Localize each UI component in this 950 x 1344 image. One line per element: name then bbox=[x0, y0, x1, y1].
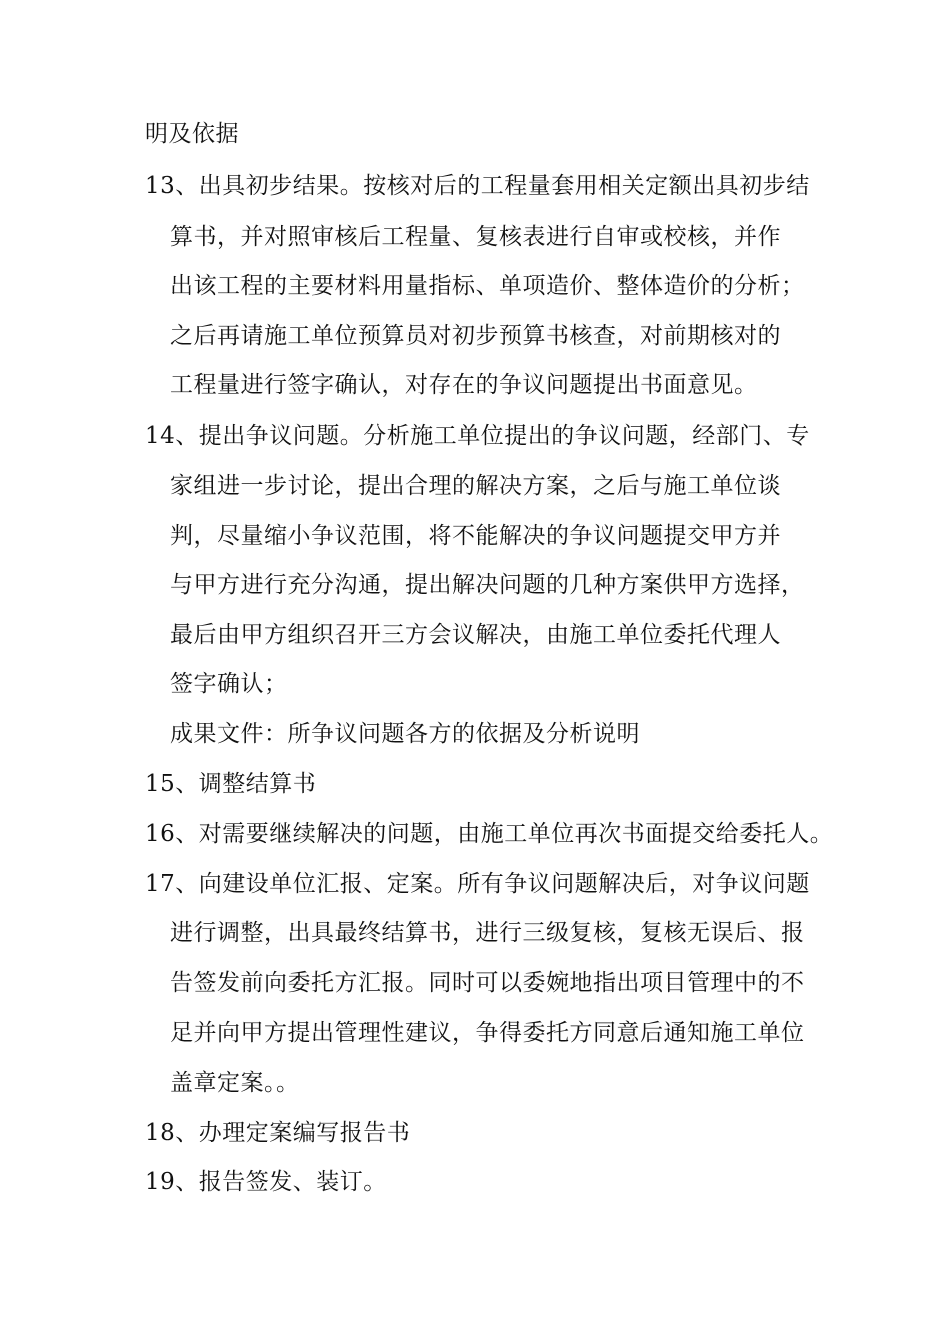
item-14-line-1: 14、提出争议问题。分析施工单位提出的争议问题，经部门、专 bbox=[145, 423, 810, 449]
item-17-line-3: 告签发前向委托方汇报。同时可以委婉地指出项目管理中的不 bbox=[170, 970, 805, 996]
item-17-line-5: 盖章定案。。 bbox=[170, 1070, 300, 1096]
item-14-line-5: 最后由甲方组织召开三方会议解决，由施工单位委托代理人 bbox=[170, 622, 781, 648]
intro-continuation-line: 明及依据 bbox=[145, 121, 239, 147]
item-14-line-2: 家组进一步讨论，提出合理的解决方案，之后与施工单位谈 bbox=[170, 473, 781, 499]
item-13-line-2: 算书，并对照审核后工程量、复核表进行自审或校核，并作 bbox=[170, 224, 781, 250]
item-16-line: 16、对需要继续解决的问题，由施工单位再次书面提交给委托人。 bbox=[145, 821, 834, 847]
item-14-line-6: 签字确认； bbox=[170, 671, 288, 697]
item-18-line: 18、办理定案编写报告书 bbox=[145, 1120, 411, 1146]
item-13-line-5: 工程量进行签字确认，对存在的争议问题提出书面意见。 bbox=[170, 372, 758, 398]
item-13-line-3: 出该工程的主要材料用量指标、单项造价、整体造价的分析； bbox=[170, 273, 805, 299]
item-17-line-1: 17、向建设单位汇报、定案。所有争议问题解决后，对争议问题 bbox=[145, 871, 810, 897]
item-14-line-3: 判，尽量缩小争议范围，将不能解决的争议问题提交甲方并 bbox=[170, 523, 781, 549]
item-13-line-1: 13、出具初步结果。按核对后的工程量套用相关定额出具初步结 bbox=[145, 173, 810, 199]
item-14-line-4: 与甲方进行充分沟通，提出解决问题的几种方案供甲方选择， bbox=[170, 572, 805, 598]
item-13-line-4: 之后再请施工单位预算员对初步预算书核查，对前期核对的 bbox=[170, 323, 781, 349]
item-14-result-file: 成果文件：所争议问题各方的依据及分析说明 bbox=[170, 721, 640, 747]
item-17-line-4: 足并向甲方提出管理性建议，争得委托方同意后通知施工单位 bbox=[170, 1020, 805, 1046]
item-15-line: 15、调整结算书 bbox=[145, 771, 317, 797]
item-19-line: 19、报告签发、装订。 bbox=[145, 1169, 387, 1195]
item-17-line-2: 进行调整，出具最终结算书，进行三级复核，复核无误后、报 bbox=[170, 920, 805, 946]
